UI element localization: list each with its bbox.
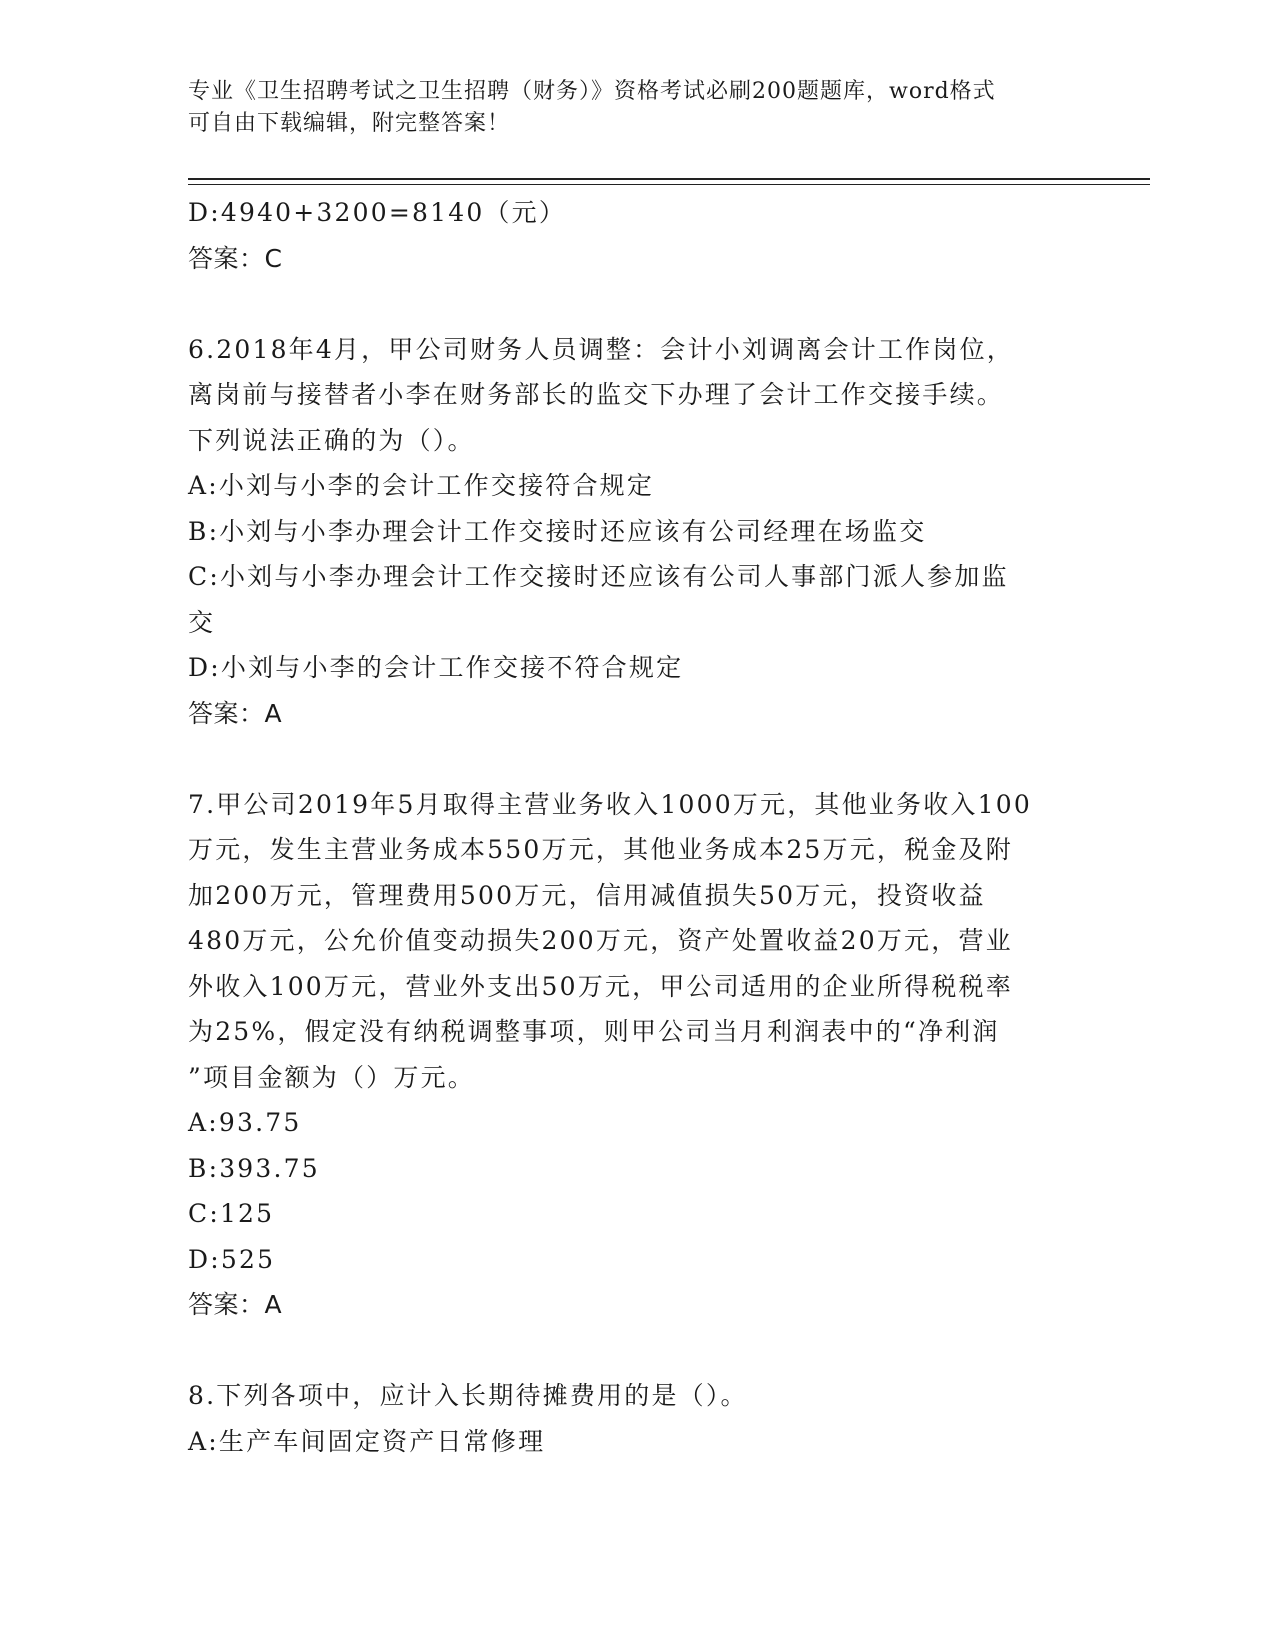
option-c: C:125 [188, 1199, 275, 1228]
question-stem-line: 下列说法正确的为（）。 [188, 425, 475, 455]
question-stem-line: 外收入100万元，营业外支出50万元，甲公司适用的企业所得税税率 [188, 971, 1013, 1001]
document-header [188, 76, 1068, 140]
header-rule-thin [188, 184, 1150, 185]
answer: 答案：C [188, 243, 283, 273]
question-5-tail [188, 190, 1088, 281]
question-8 [188, 1373, 1088, 1464]
option-b: B:小刘与小李办理会计工作交接时还应该有公司经理在场监交 [188, 516, 927, 546]
option-a: A:生产车间固定资产日常修理 [188, 1426, 546, 1456]
question-stem-line: ”项目金额为（）万元。 [188, 1062, 475, 1092]
question-stem-line: 为25%，假定没有纳税调整事项，则甲公司当月利润表中的“净利润 [188, 1017, 1000, 1046]
answer: 答案：A [188, 1290, 283, 1319]
question-7 [188, 782, 1088, 1328]
question-stem-line: 加200万元，管理费用500万元，信用减值损失50万元，投资收益 [188, 880, 986, 910]
answer: 答案：A [188, 698, 283, 728]
header-line-2: 可自由下载编辑，附完整答案！ [188, 111, 511, 136]
question-stem-line: 6.2018年4月，甲公司财务人员调整：会计小刘调离会计工作岗位， [188, 334, 1014, 364]
option-d: D:4940+3200=8140（元） [188, 198, 567, 227]
option-c-continued: 交 [188, 607, 216, 637]
document-body [188, 190, 1088, 1464]
question-stem-line: 8.下列各项中，应计入长期待摊费用的是（）。 [188, 1381, 748, 1410]
option-a: A:小刘与小李的会计工作交接符合规定 [188, 471, 655, 500]
question-stem-line: 7.甲公司2019年5月取得主营业务收入1000万元，其他业务收入100 [188, 789, 1032, 819]
option-b: B:393.75 [188, 1153, 320, 1183]
spacer [188, 1328, 1088, 1374]
option-a: A:93.75 [188, 1108, 302, 1137]
header-line-1: 专业《卫生招聘考试之卫生招聘（财务）》资格考试必刷200题题库，word格式 [188, 79, 996, 104]
option-c: C:小刘与小李办理会计工作交接时还应该有公司人事部门派人参加监 [188, 562, 1009, 591]
header-rule-thick [188, 178, 1150, 180]
question-stem-line: 480万元，公允价值变动损失200万元，资产处置收益20万元，营业 [188, 926, 1013, 955]
question-stem-line: 万元，发生主营业务成本550万元，其他业务成本25万元，税金及附 [188, 835, 1013, 864]
option-d: D:525 [188, 1244, 276, 1274]
question-6 [188, 327, 1088, 737]
spacer [188, 281, 1088, 327]
option-d: D:小刘与小李的会计工作交接不符合规定 [188, 653, 684, 682]
spacer [188, 736, 1088, 782]
question-stem-line: 离岗前与接替者小李在财务部长的监交下办理了会计工作交接手续。 [188, 380, 1005, 409]
